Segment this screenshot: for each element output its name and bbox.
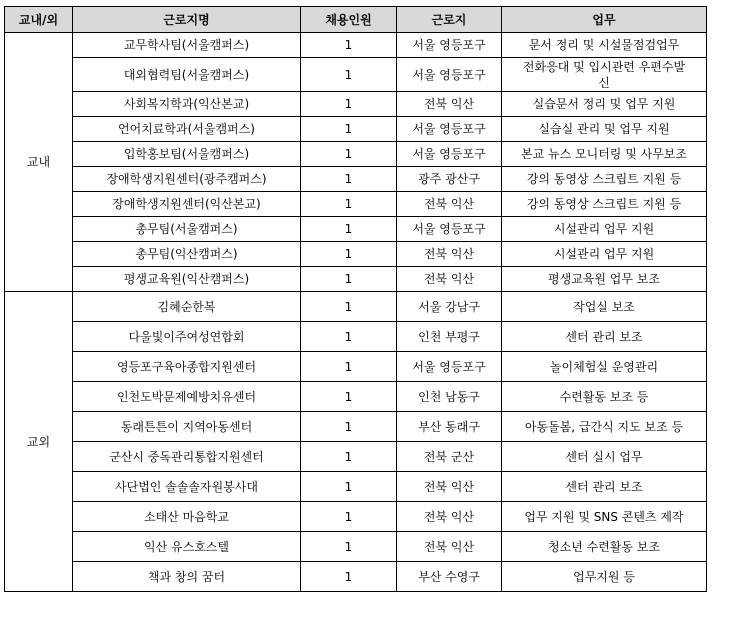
hiring-count-cell: 1 (301, 142, 397, 167)
task-cell: 작업실 보조 (502, 292, 707, 322)
workplace-name-cell: 총무팀(서울캠퍼스) (73, 217, 301, 242)
task-cell: 실습실 관리 및 업무 지원 (502, 117, 707, 142)
task-cell: 청소년 수련활동 보조 (502, 532, 707, 562)
table-row (5, 562, 707, 592)
workplace-name-cell: 사회복지학과(익산본교) (73, 92, 301, 117)
workplace-name-cell: 장애학생지원센터(광주캠퍼스) (73, 167, 301, 192)
location-cell: 서울 영등포구 (397, 217, 502, 242)
table-row (5, 502, 707, 532)
table-row (5, 292, 707, 322)
hiring-count-cell: 1 (301, 562, 397, 592)
task-cell: 본교 뉴스 모니터링 및 사무보조 (502, 142, 707, 167)
task-cell: 센터 실시 업무 (502, 442, 707, 472)
task-cell: 놀이체험실 운영관리 (502, 352, 707, 382)
workplace-name-cell: 대외협력팀(서울캠퍼스) (73, 58, 301, 92)
workplace-name-cell: 동래튼튼이 지역아동센터 (73, 412, 301, 442)
location-cell: 서울 영등포구 (397, 58, 502, 92)
task-cell: 업무 지원 및 SNS 콘텐츠 제작 (502, 502, 707, 532)
workplace-name-cell: 군산시 중독관리통합지원센터 (73, 442, 301, 472)
location-cell: 인천 부평구 (397, 322, 502, 352)
workplace-name-cell: 다울빛이주여성연합회 (73, 322, 301, 352)
workplace-name-cell: 입학홍보팀(서울캠퍼스) (73, 142, 301, 167)
category-cell: 교내 (5, 33, 73, 292)
table-row (5, 532, 707, 562)
recruitment-table (4, 6, 707, 592)
workplace-name-cell: 소태산 마음학교 (73, 502, 301, 532)
location-cell: 전북 익산 (397, 472, 502, 502)
location-cell: 서울 영등포구 (397, 33, 502, 58)
workplace-name-cell: 인천도박문제예방치유센터 (73, 382, 301, 412)
workplace-name-cell: 총무팀(익산캠퍼스) (73, 242, 301, 267)
table-row (5, 382, 707, 412)
table-body (5, 33, 707, 592)
hiring-count-cell: 1 (301, 242, 397, 267)
hiring-count-cell: 1 (301, 92, 397, 117)
task-cell: 강의 동영상 스크립트 지원 등 (502, 192, 707, 217)
task-cell: 센터 관리 보조 (502, 322, 707, 352)
location-cell: 서울 강남구 (397, 292, 502, 322)
task-cell: 수련활동 보조 등 (502, 382, 707, 412)
workplace-name-cell: 평생교육원(익산캠퍼스) (73, 267, 301, 292)
location-cell: 전북 익산 (397, 92, 502, 117)
hiring-count-cell: 1 (301, 352, 397, 382)
category-cell: 교외 (5, 292, 73, 592)
hiring-count-cell: 1 (301, 502, 397, 532)
location-cell: 서울 영등포구 (397, 352, 502, 382)
header-category: 교내/외 (5, 7, 73, 33)
workplace-name-cell: 언어치료학과(서울캠퍼스) (73, 117, 301, 142)
task-cell: 전화응대 및 입시관련 우편수발신 (502, 58, 707, 92)
workplace-name-cell: 영등포구육아종합지원센터 (73, 352, 301, 382)
task-cell: 평생교육원 업무 보조 (502, 267, 707, 292)
hiring-count-cell: 1 (301, 532, 397, 562)
header-workplace-name: 근로지명 (73, 7, 301, 33)
task-cell: 아동돌봄, 급간식 지도 보조 등 (502, 412, 707, 442)
hiring-count-cell: 1 (301, 58, 397, 92)
location-cell: 전북 익산 (397, 502, 502, 532)
table-row (5, 472, 707, 502)
location-cell: 광주 광산구 (397, 167, 502, 192)
location-cell: 전북 익산 (397, 192, 502, 217)
hiring-count-cell: 1 (301, 117, 397, 142)
table-row (5, 267, 707, 292)
location-cell: 서울 영등포구 (397, 117, 502, 142)
hiring-count-cell: 1 (301, 322, 397, 352)
location-cell: 부산 동래구 (397, 412, 502, 442)
table-row (5, 167, 707, 192)
table-row (5, 192, 707, 217)
hiring-count-cell: 1 (301, 167, 397, 192)
workplace-name-cell: 책과 창의 꿈터 (73, 562, 301, 592)
location-cell: 전북 익산 (397, 532, 502, 562)
hiring-count-cell: 1 (301, 382, 397, 412)
workplace-name-cell: 사단법인 솔솔솔자원봉사대 (73, 472, 301, 502)
location-cell: 전북 군산 (397, 442, 502, 472)
table-row (5, 92, 707, 117)
table-row (5, 58, 707, 92)
hiring-count-cell: 1 (301, 412, 397, 442)
hiring-count-cell: 1 (301, 292, 397, 322)
hiring-count-cell: 1 (301, 442, 397, 472)
hiring-count-cell: 1 (301, 33, 397, 58)
task-cell: 강의 동영상 스크립트 지원 등 (502, 167, 707, 192)
table-row (5, 142, 707, 167)
workplace-name-cell: 장애학생지원센터(익산본교) (73, 192, 301, 217)
location-cell: 인천 남동구 (397, 382, 502, 412)
table-row (5, 442, 707, 472)
location-cell: 전북 익산 (397, 267, 502, 292)
table-row (5, 217, 707, 242)
hiring-count-cell: 1 (301, 472, 397, 502)
task-cell: 시설관리 업무 지원 (502, 242, 707, 267)
task-cell: 실습문서 정리 및 업무 지원 (502, 92, 707, 117)
workplace-name-cell: 교무학사팀(서울캠퍼스) (73, 33, 301, 58)
hiring-count-cell: 1 (301, 192, 397, 217)
task-cell: 업무지원 등 (502, 562, 707, 592)
task-cell: 시설관리 업무 지원 (502, 217, 707, 242)
task-cell: 센터 관리 보조 (502, 472, 707, 502)
table-row (5, 242, 707, 267)
hiring-count-cell: 1 (301, 217, 397, 242)
header-location: 근로지 (397, 7, 502, 33)
table-row (5, 322, 707, 352)
task-cell: 문서 정리 및 시설물점검업무 (502, 33, 707, 58)
location-cell: 전북 익산 (397, 242, 502, 267)
location-cell: 부산 수영구 (397, 562, 502, 592)
hiring-count-cell: 1 (301, 267, 397, 292)
header-hiring-count: 채용인원 (301, 7, 397, 33)
workplace-name-cell: 김혜순한복 (73, 292, 301, 322)
header-row (5, 7, 707, 33)
table-row (5, 33, 707, 58)
location-cell: 서울 영등포구 (397, 142, 502, 167)
table-row (5, 412, 707, 442)
table-row (5, 352, 707, 382)
header-task: 업무 (502, 7, 707, 33)
recruitment-table-container (4, 6, 707, 592)
workplace-name-cell: 익산 유스호스텔 (73, 532, 301, 562)
table-row (5, 117, 707, 142)
